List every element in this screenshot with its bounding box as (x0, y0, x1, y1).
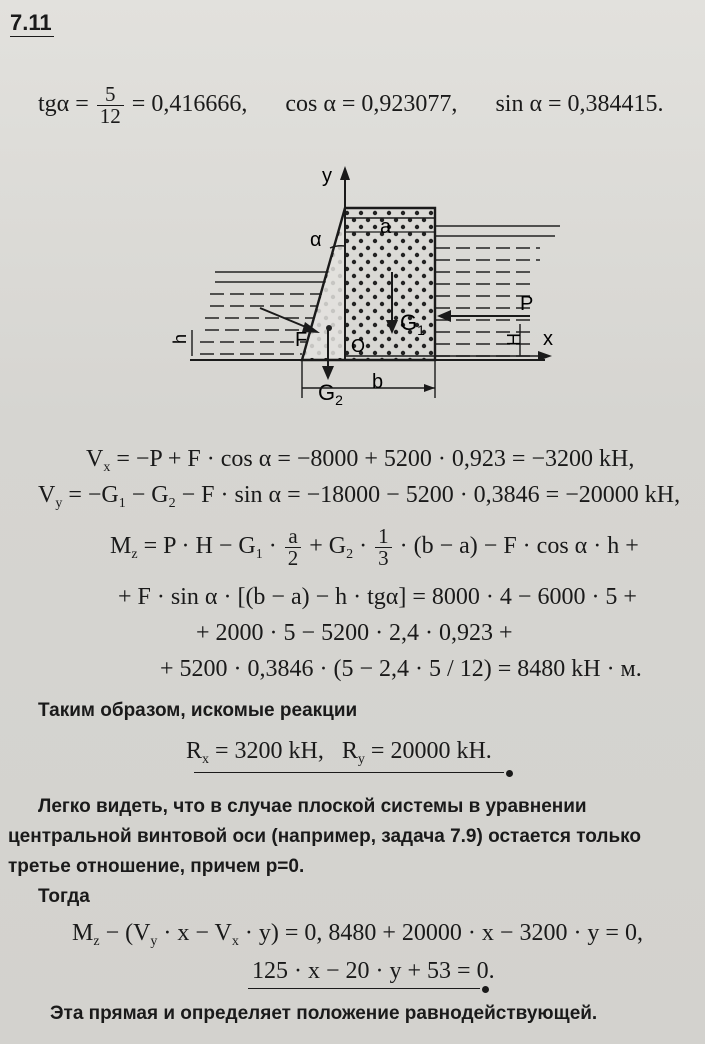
mz-equation-line3 (196, 620, 513, 647)
f-label: F (295, 329, 308, 351)
problem-number-underline (10, 36, 54, 37)
mz-sub2: 2 (346, 547, 354, 563)
rx-sub: x (202, 752, 210, 767)
problem-number (10, 10, 52, 36)
final-part-c: · y) = 0, 8480 + 20000 · x − 3200 · y = 0, (238, 920, 643, 946)
mz-frac2-den: 3 (378, 546, 389, 570)
mz-frac1-den: 2 (287, 546, 299, 570)
cos-value: cos α = 0,923077, (285, 91, 458, 118)
tg-rhs: = 0,416666, (131, 91, 248, 118)
vx-sub: x (103, 460, 111, 475)
rx-value: = 3200 kH, (209, 738, 324, 764)
line-eq-end-dot (482, 986, 489, 993)
resultant-line-equation (252, 958, 495, 985)
vy-sub1: 1 (118, 496, 126, 511)
mz-symbol: M (110, 533, 132, 560)
sin-value: sin α = 0,384415. (495, 91, 664, 118)
mz-frac1-num: a (285, 526, 302, 548)
mz-part-c: + G (303, 533, 347, 560)
paragraph-line3 (8, 856, 304, 878)
reactions-end-dot (506, 770, 513, 777)
vx-equation (86, 446, 634, 476)
big-h-label: H (504, 333, 524, 346)
vy-rhs-c: − F · sin α = −18000 − 5200 · 0,3846 = −20000 kH, (175, 482, 681, 508)
final-part-a: − (V (99, 920, 151, 946)
x-axis-label: x (543, 328, 553, 350)
conclusion-line (50, 1003, 597, 1025)
thus-text: Таким образом, искомые реакции (38, 700, 358, 721)
g2-label: $G_2$ (318, 380, 343, 408)
final-sub-z: z (93, 934, 100, 949)
mz-part-a: = P · H − G (137, 533, 256, 560)
a-label: a (380, 216, 392, 238)
thus-line (38, 700, 357, 722)
para1-text: Легко видеть, что в случае плоской системы в уравнении (38, 796, 587, 817)
conclusion-text: Эта прямая и определяет положение равнодействующей. (50, 1003, 598, 1024)
vx-rhs: = −P + F · cos α = −8000 + 5200 · 0,923 = −3200 kH, (110, 446, 635, 472)
ry-symbol: R (341, 738, 358, 764)
origin-label: O (351, 336, 366, 356)
trig-values-line (38, 84, 664, 127)
mz-equation-line4 (160, 656, 642, 683)
mz-equation-line2 (118, 584, 637, 611)
final-m-symbol: M (72, 920, 94, 946)
mz-part-e: · (b − a) − F · cos α · h + (393, 533, 639, 560)
p-label: P (520, 293, 534, 315)
mz-sub1: 1 (255, 547, 263, 563)
alpha-label: α (310, 229, 322, 251)
final-sub-y: y (150, 934, 158, 949)
vy-rhs-a: = −G (62, 482, 119, 508)
ry-sub: y (357, 752, 365, 767)
final-part-b: · x − V (157, 920, 232, 946)
ry-value: = 20000 kH. (364, 738, 492, 764)
then-line (38, 886, 90, 908)
mz-sub: z (131, 547, 138, 563)
tg-frac-den: 12 (99, 104, 121, 128)
mz-line4-text: + 5200 · 0,3846 · (5 − 2,4 · 5 / 12) = 8480 kH · м. (160, 656, 642, 682)
mz-frac-13 (375, 526, 392, 569)
vy-symbol: V (38, 482, 56, 508)
b-label: b (372, 371, 384, 393)
line-eq-text: 125 · x − 20 · y + 53 = 0. (252, 958, 495, 984)
reactions-underline (194, 772, 504, 773)
then-text: Тогда (38, 886, 90, 907)
right-water (436, 226, 560, 356)
tg-lhs: tgα = (38, 91, 89, 118)
line-eq-underline (248, 988, 480, 989)
para2-text: центральной винтовой оси (например, задача 7.9) остается только (8, 826, 641, 847)
mz-frac2-num: 1 (375, 526, 392, 548)
paragraph-line2 (8, 826, 641, 848)
vy-equation (38, 482, 680, 512)
dam-figure (0, 160, 705, 420)
problem-number-text: 7.11 (10, 10, 52, 35)
final-sub-x: x (231, 934, 239, 949)
mz-frac-a2 (285, 526, 302, 569)
g1-label: $G_1$ (400, 310, 425, 338)
y-axis-label: y (322, 165, 332, 187)
reactions-line (186, 738, 492, 768)
axis-equation (72, 920, 643, 950)
tg-fraction (97, 84, 124, 127)
mz-part-d: · (353, 533, 374, 560)
mz-equation-line1 (110, 526, 639, 569)
h-label: h (170, 333, 190, 344)
vy-sub2: 2 (168, 496, 176, 511)
vy-rhs-b: − G (125, 482, 169, 508)
rx-symbol: R (186, 738, 203, 764)
mz-line3-text: + 2000 · 5 − 5200 · 2,4 · 0,923 + (196, 620, 513, 646)
vx-symbol: V (86, 446, 104, 472)
vy-sub: y (55, 496, 63, 511)
mz-line2-text: + F · sin α · [(b − a) − h · tgα] = 8000 · 4 − 6000 · 5 + (118, 584, 637, 610)
paragraph-line1 (38, 796, 587, 818)
tg-frac-num: 5 (97, 84, 124, 106)
para3-text: третье отношение, причем p=0. (8, 856, 305, 877)
mz-part-b: · (262, 533, 283, 560)
